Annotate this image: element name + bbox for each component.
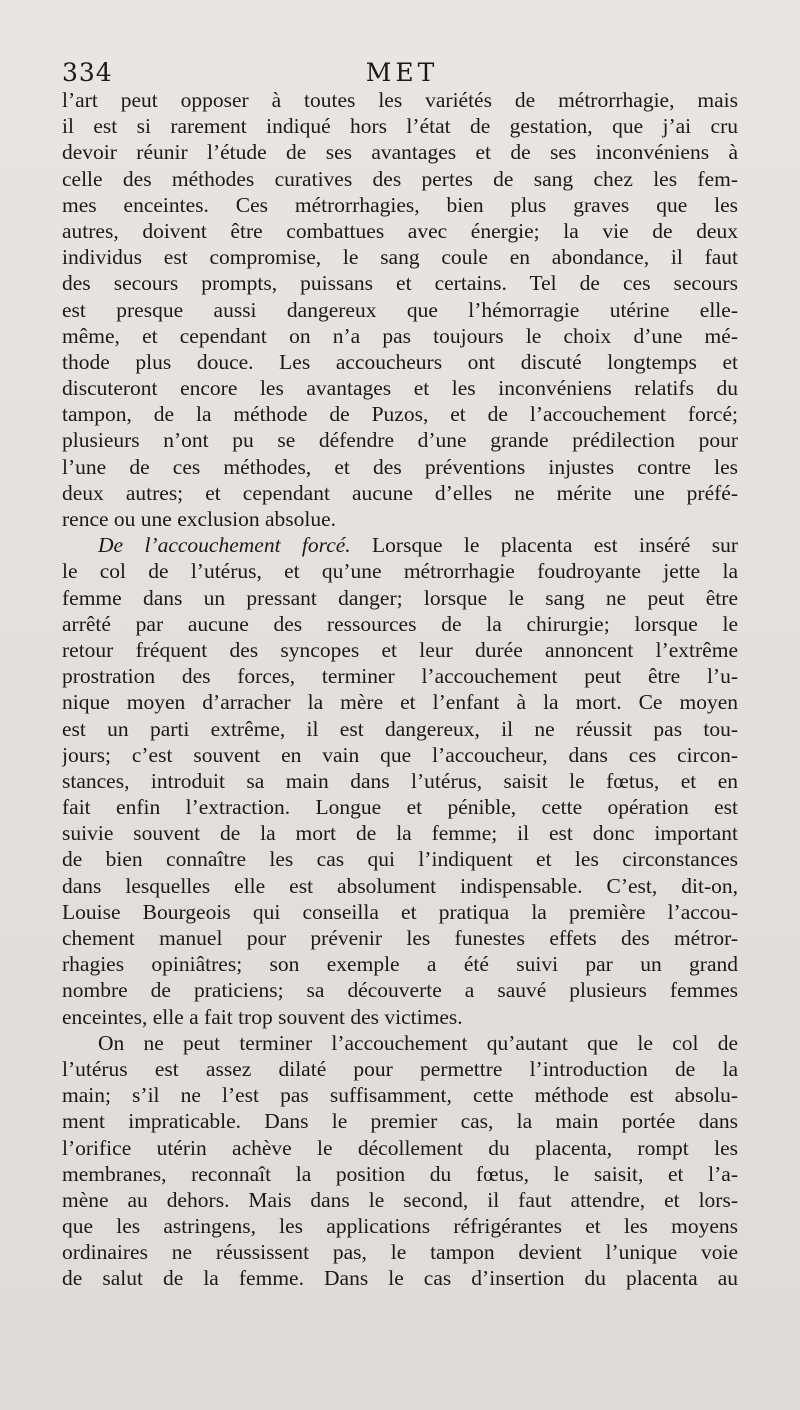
text-line: de salut de la femme. Dans le cas d’insertion du placenta au	[62, 1266, 738, 1291]
body-text	[62, 87, 738, 1292]
text-line: des secours prompts, puissans et certains. Tel de ces secours	[62, 271, 738, 296]
text-line: mes enceintes. Ces métrorrhagies, bien plus graves que les	[62, 192, 738, 217]
section-first-line-text: Lorsque le placenta est inséré sur	[350, 533, 738, 558]
text-line: l’orifice utérin achève le décollement du placenta, rompt les	[62, 1135, 738, 1160]
text-line: plusieurs n’ont pu se défendre d’une grande prédilection pour	[62, 428, 738, 453]
text-line: arrêté par aucune des ressources de la chirurgie; lorsque le	[62, 611, 738, 636]
text-line: enceintes, elle a fait trop souvent des victimes.	[62, 1004, 463, 1029]
text-line: le col de l’utérus, et qu’une métrorrhagie foudroyante jette la	[62, 559, 738, 584]
text-line: Louise Bourgeois qui conseilla et pratiqua la première l’accou-	[62, 899, 738, 924]
text-line: l’une de ces méthodes, et des préventions injustes contre les	[62, 454, 738, 479]
page-number: 334	[62, 58, 113, 87]
text-line: de bien connaître les cas qui l’indiquent et les circonstances	[62, 847, 738, 872]
text-line: On ne peut terminer l’accouchement qu’autant que le col de	[98, 1030, 738, 1055]
text-line: ordinaires ne réussissent pas, le tampon devient l’unique voie	[62, 1240, 738, 1265]
text-line: l’utérus est assez dilaté pour permettre l’introduction de la	[62, 1056, 738, 1081]
text-line: il est si rarement indiqué hors l’état de gestation, que j’ai cru	[62, 114, 738, 139]
text-line: l’art peut opposer à toutes les variétés de métrorrhagie, mais	[62, 88, 738, 112]
text-line: autres, doivent être combattues avec énergie; la vie de deux	[62, 218, 738, 243]
text-line: thode plus douce. Les accoucheurs ont discuté longtemps et	[62, 349, 738, 374]
text-line: chement manuel pour prévenir les funestes effets des métror-	[62, 926, 738, 950]
text-line: est un parti extrême, il est dangereux, il ne réussit pas tou-	[62, 716, 738, 741]
text-line: deux autres; et cependant aucune d’elles ne mérite une préfé-	[62, 480, 738, 505]
text-line: nique moyen d’arracher la mère et l’enfant à la mort. Ce moyen	[62, 690, 738, 715]
text-line: stances, introduit sa main dans l’utérus, saisit le fœtus, et en	[62, 768, 738, 793]
text-line: retour fréquent des syncopes et leur durée annoncent l’extrême	[62, 637, 738, 662]
text-line: est presque aussi dangereux que l’hémorragie utérine elle-	[62, 297, 738, 322]
section-heading: De l’accouchement forcé.	[98, 533, 351, 558]
text-line: femme dans un pressant danger; lorsque le sang ne peut être	[62, 585, 738, 610]
text-line: suivie souvent de la mort de la femme; il est donc important	[62, 821, 738, 846]
text-line: devoir réunir l’étude de ses avantages et de ses inconvéniens à	[62, 140, 738, 165]
text-line: tampon, de la méthode de Puzos, et de l’accouchement forcé;	[62, 402, 738, 427]
text-line: que les astringens, les applications réfrigérantes et les moyens	[62, 1214, 738, 1239]
text-line: discuteront encore les avantages et les inconvéniens relatifs du	[62, 376, 738, 401]
text-line: mène au dehors. Mais dans le second, il faut attendre, et lors-	[62, 1187, 738, 1212]
text-line: rence ou une exclusion absolue.	[62, 507, 337, 531]
text-line: jours; c’est souvent en vain que l’accoucheur, dans ces circon-	[62, 742, 738, 767]
text-line: prostration des forces, terminer l’accouchement peut être l’u-	[62, 664, 738, 689]
text-line: fait enfin l’extraction. Longue et pénible, cette opération est	[62, 795, 738, 820]
text-line: nombre de praticiens; sa découverte a sauvé plusieurs femmes	[62, 978, 738, 1003]
text-line: rhagies opiniâtres; son exemple a été suivi par un grand	[62, 952, 738, 977]
text-line: membranes, reconnaît la position du fœtus, le saisit, et l’a-	[62, 1161, 738, 1186]
text-line: celle des méthodes curatives des pertes de sang chez les fem-	[62, 166, 738, 191]
text-line: dans lesquelles elle est absolument indispensable. C’est, dit-on,	[62, 873, 738, 898]
text-line: main; s’il ne l’est pas suffisamment, cette méthode est absolu-	[62, 1083, 738, 1108]
running-head: MET	[365, 58, 439, 87]
text-line: individus est compromise, le sang coule en abondance, il faut	[62, 245, 738, 270]
text-line: même, et cependant on n’a pas toujours le choix d’une mé-	[62, 323, 738, 348]
section-first-line	[62, 532, 738, 558]
text-line: ment impraticable. Dans le premier cas, la main portée dans	[62, 1109, 738, 1134]
